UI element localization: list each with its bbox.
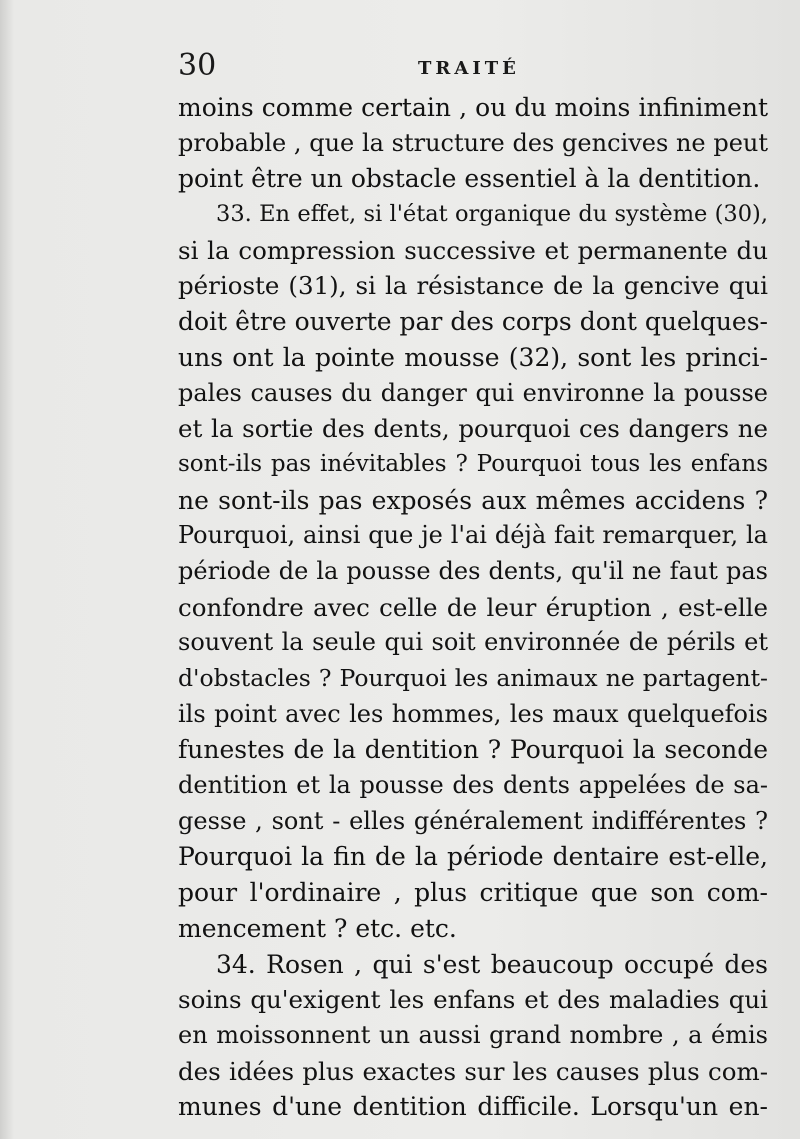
text-line: si la compression successive et permanente du [178,235,768,265]
text-line: en moissonnent un aussi grand nombre , a émis [178,1020,768,1049]
text-line: moins comme certain , ou du moins infiniment [178,93,768,122]
text-line: souvent la seule qui soit environnée de périls et [178,628,768,657]
text-line: mencement ? etc. etc. [178,913,457,943]
text-line: dentition et la pousse des dents appelées de sa- [178,771,768,800]
text-line: ils point avec les hommes, les maux quelquefois [178,699,768,728]
text-line: d'obstacles ? Pourquoi les animaux ne partagent- [178,664,768,692]
text-line: confondre avec celle de leur éruption , est-elle [178,592,768,622]
text-line: uns ont la pointe mousse (32), sont les princi- [178,342,768,372]
text-line: sont-ils pas inévitables ? Pourquoi tous les enfans [178,450,768,477]
text-line: munes d'une dentition difficile. Lorsqu'un en- [178,1092,768,1122]
text-line: soins qu'exigent les enfans et des maladies qui [178,985,768,1015]
text-line: période de la pousse des dents, qu'il ne faut pas [178,556,768,585]
text-line: périoste (31), si la résistance de la gencive qui [178,271,768,301]
text-line: pales causes du danger qui environne la pousse [178,378,768,407]
text-line: Pourquoi, ainsi que je l'ai déjà fait remarquer, la [178,521,768,550]
text-line: funestes de la dentition ? Pourquoi la seconde [178,735,768,765]
text-line: et la sortie des dents, pourquoi ces dangers ne [178,414,768,444]
text-line: des idées plus exactes sur les causes plus com- [178,1056,768,1086]
page-header [178,48,778,88]
text-line: doit être ouverte par des corps dont quelques- [178,307,768,337]
body-text [178,90,768,1125]
text-line: probable , que la structure des gencives ne peut [178,128,768,157]
text-line: 34. Rosen , qui s'est beaucoup occupé des [216,949,768,979]
running-title: TRAITÉ [418,58,520,79]
page-number: 30 [178,48,217,83]
text-line: gesse , sont - elles généralement indifférentes ? [178,806,768,835]
text-line: ne sont-ils pas exposés aux mêmes accidens ? [178,485,768,515]
text-line: Pourquoi la fin de la période dentaire est-elle, [178,842,768,872]
text-line: point être un obstacle essentiel à la dentition. [178,164,761,194]
text-line: pour l'ordinaire , plus critique que son com- [178,878,768,908]
text-line: 33. En effet, si l'état organique du système (30), [216,201,768,228]
